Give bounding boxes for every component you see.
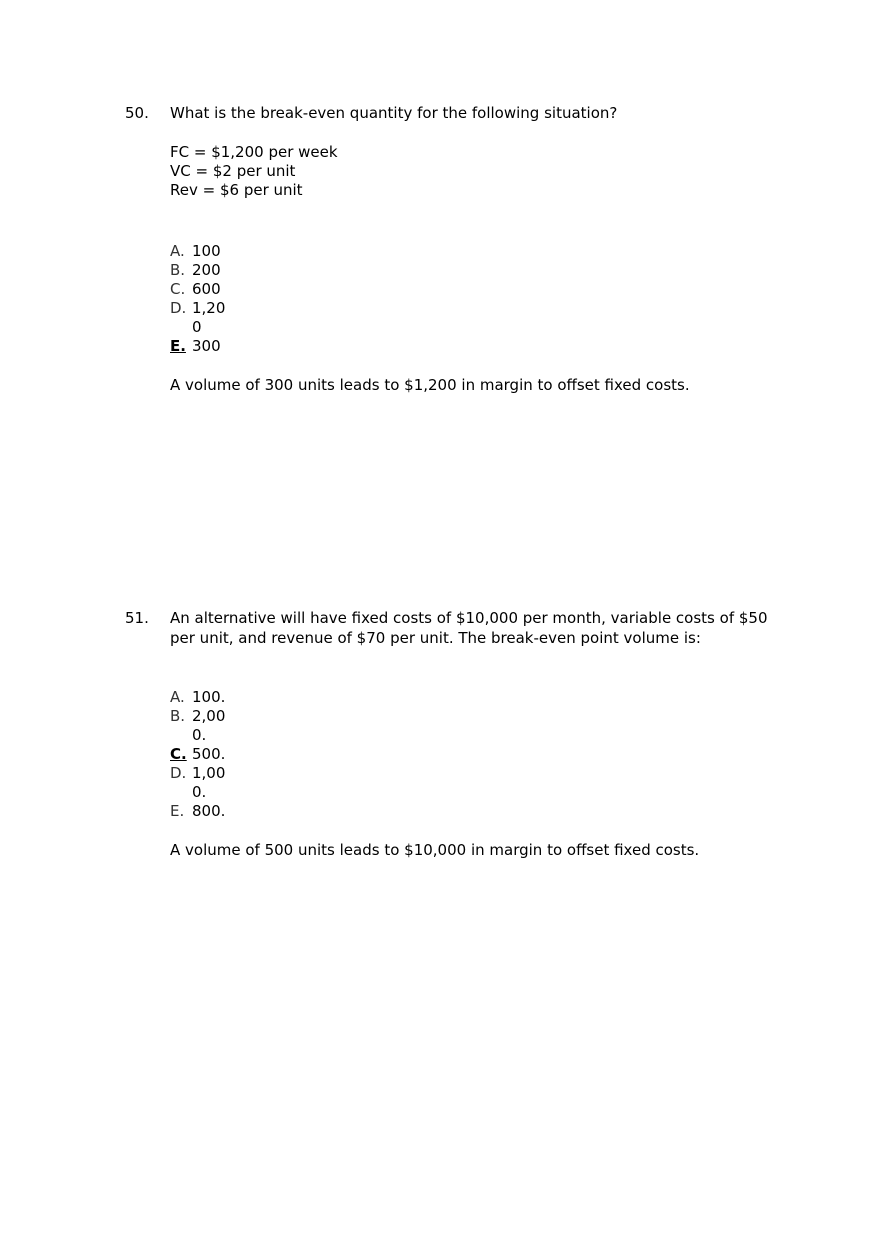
choice-value: 100.	[192, 688, 226, 706]
choice-a	[170, 242, 785, 261]
correct-answer-letter: C.	[170, 745, 187, 763]
choice-e	[170, 337, 785, 356]
given-values	[170, 143, 785, 200]
question-51	[125, 608, 785, 860]
answer-choices	[170, 242, 785, 356]
answer-explanation: A volume of 500 units leads to $10,000 in margin to offset fixed costs.	[170, 841, 700, 859]
answer-choices	[170, 688, 785, 821]
question-text: An alternative will have fixed costs of $10,000 per month, variable costs of $50 per unit, and revenue of $70 per unit. The break-even point volume is:	[170, 609, 768, 647]
correct-answer-letter: E.	[170, 337, 186, 355]
choice-letter: E.	[170, 802, 185, 820]
choice-value: 100	[192, 242, 221, 260]
choice-a	[170, 688, 785, 707]
choice-c	[170, 280, 785, 299]
choice-letter: B.	[170, 261, 186, 279]
choice-d	[170, 299, 785, 337]
choice-value: 500.	[192, 745, 226, 763]
choice-letter: A.	[170, 688, 185, 706]
question-number: 51.	[125, 609, 149, 627]
choice-value: 200	[192, 261, 221, 279]
choice-value: 1,200	[192, 299, 226, 336]
choice-letter: D.	[170, 764, 187, 782]
question-50	[125, 103, 785, 395]
choice-value: 300	[192, 337, 221, 355]
choice-letter: D.	[170, 299, 187, 317]
choice-value: 600	[192, 280, 221, 298]
answer-explanation: A volume of 300 units leads to $1,200 in margin to offset fixed costs.	[170, 376, 690, 394]
given-revenue: Rev = $6 per unit	[170, 181, 303, 199]
choice-value: 1,000.	[192, 764, 226, 801]
choice-b	[170, 261, 785, 280]
question-text: What is the break-even quantity for the following situation?	[170, 104, 618, 122]
given-variable-cost: VC = $2 per unit	[170, 162, 296, 180]
choice-value: 2,000.	[192, 707, 226, 744]
choice-letter: B.	[170, 707, 186, 725]
choice-letter: A.	[170, 242, 185, 260]
choice-d	[170, 764, 785, 802]
choice-b	[170, 707, 785, 745]
choice-e	[170, 802, 785, 821]
choice-letter: C.	[170, 280, 186, 298]
choice-c	[170, 745, 785, 764]
choice-value: 800.	[192, 802, 226, 820]
question-number: 50.	[125, 104, 149, 122]
given-fixed-cost: FC = $1,200 per week	[170, 143, 338, 161]
